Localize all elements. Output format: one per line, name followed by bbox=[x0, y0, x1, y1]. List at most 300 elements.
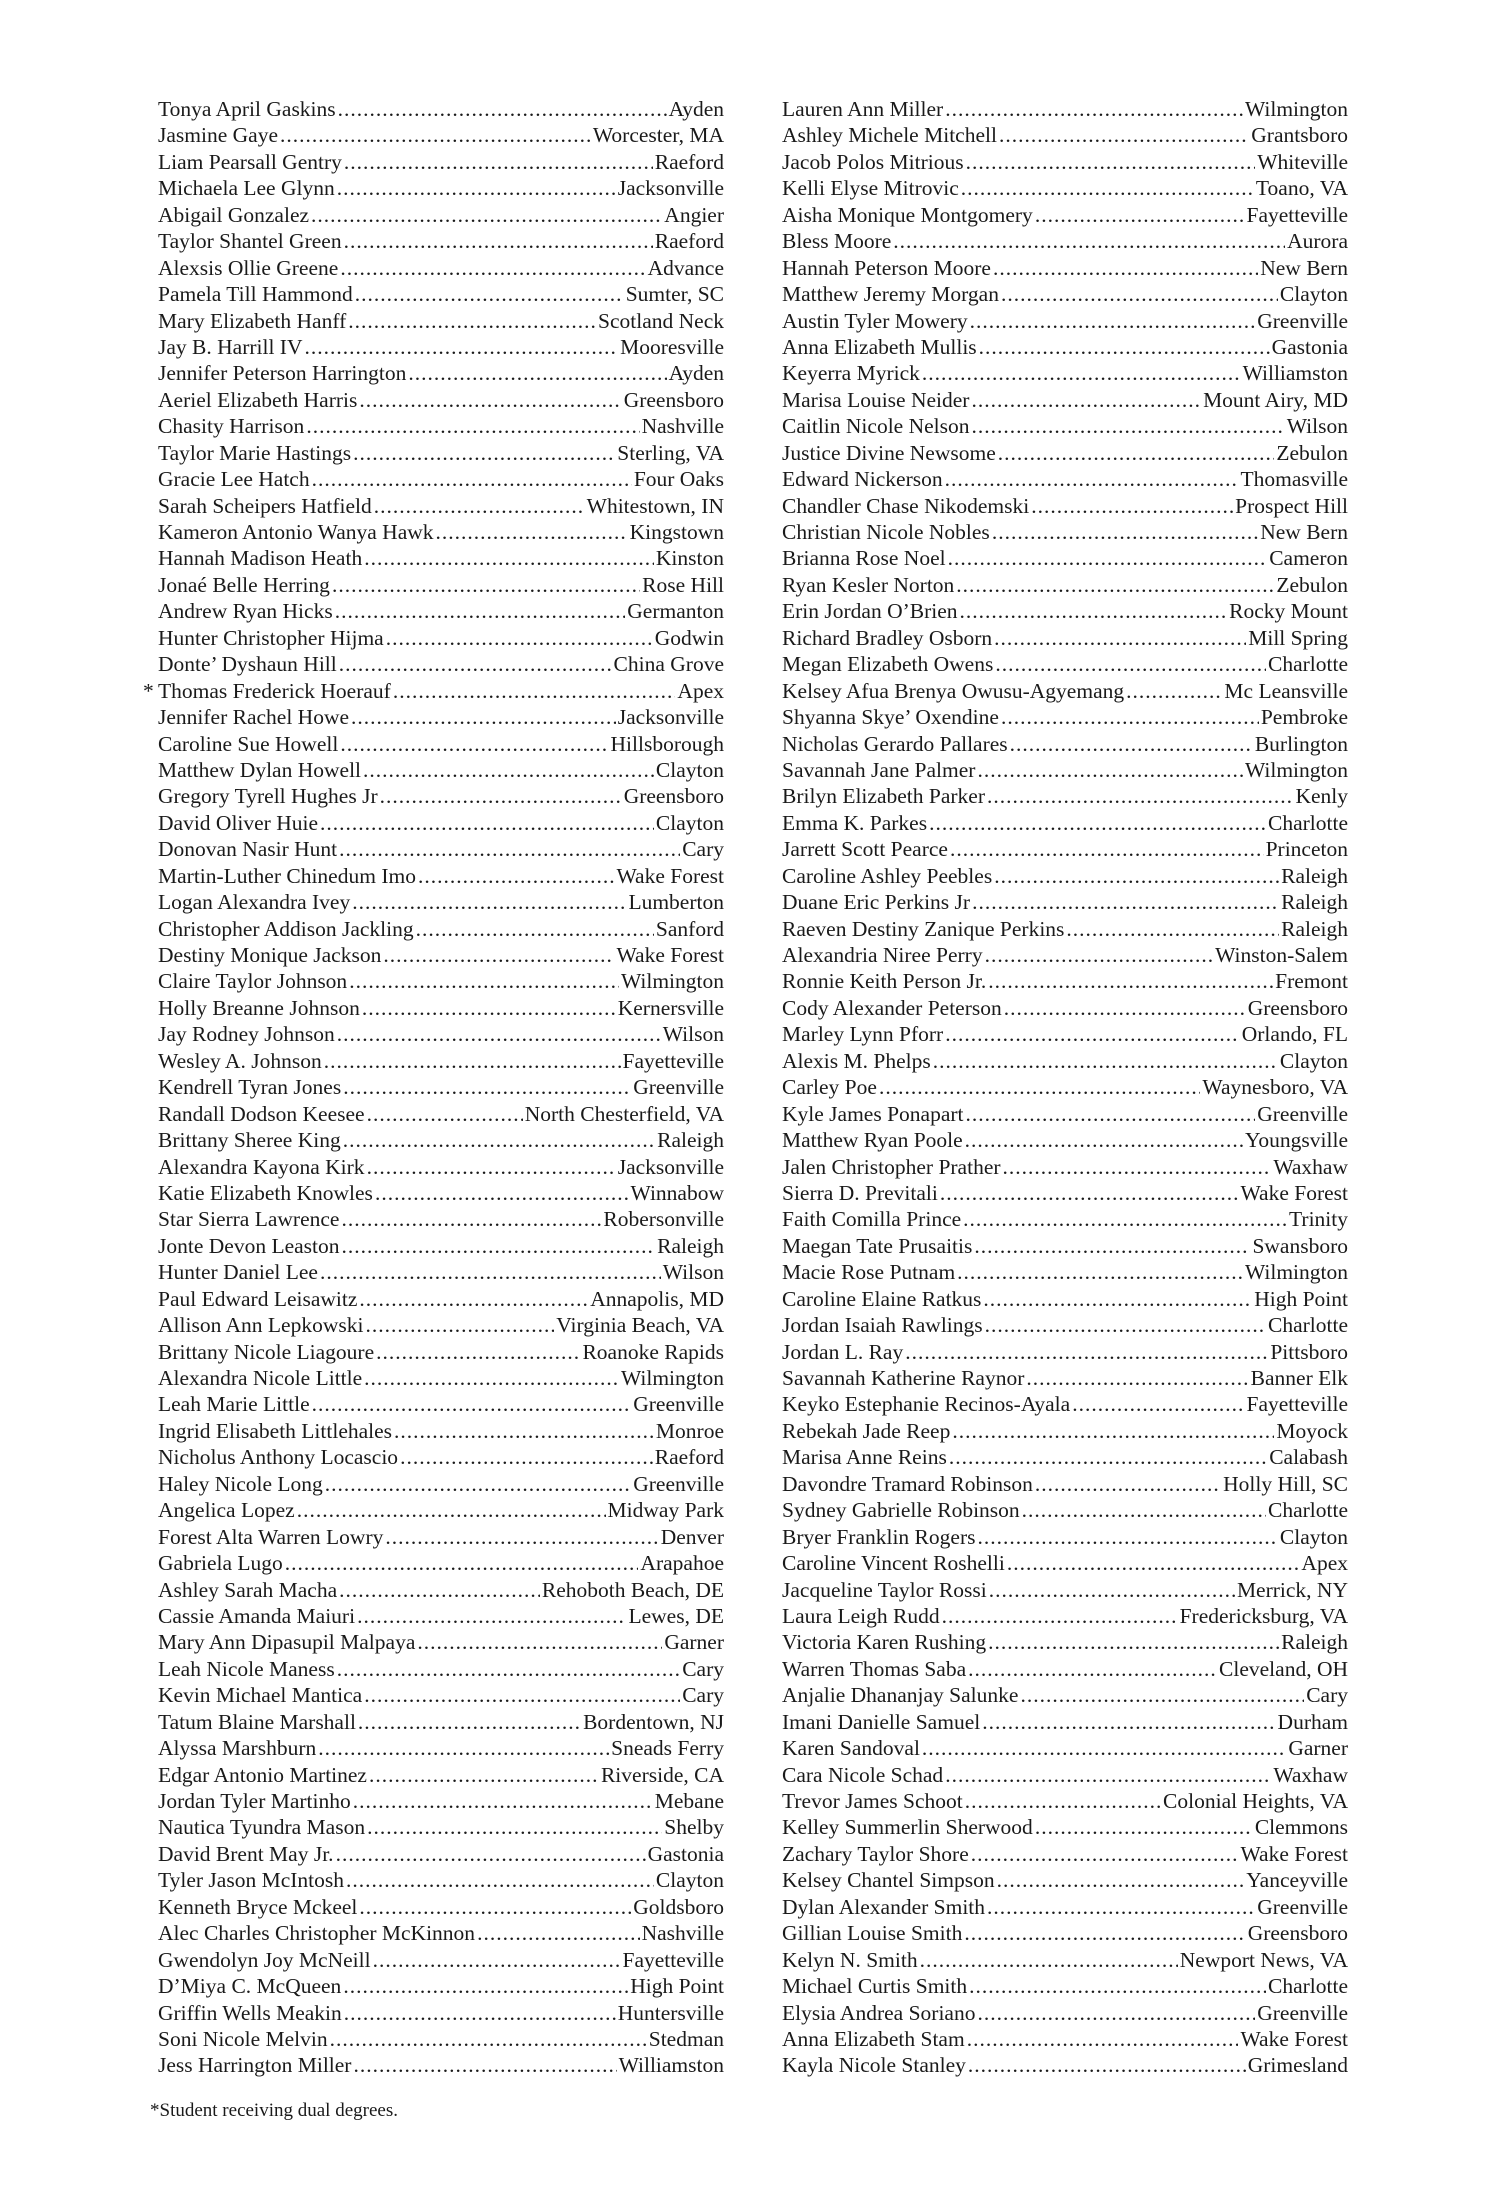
graduate-hometown: Hillsborough bbox=[610, 731, 724, 756]
graduate-name: Richard Bradley Osborn bbox=[782, 625, 993, 650]
graduate-name: Jay B. Harrill IV bbox=[158, 334, 303, 359]
dot-leader bbox=[967, 2026, 1239, 2052]
dot-leader bbox=[922, 360, 1241, 386]
dot-leader bbox=[972, 413, 1285, 439]
graduate-hometown: Cary bbox=[682, 837, 724, 862]
graduate-entry bbox=[158, 1682, 724, 1708]
graduate-entry bbox=[782, 783, 1348, 809]
graduate-hometown: Kenly bbox=[1295, 784, 1348, 809]
dot-leader bbox=[306, 413, 639, 439]
dot-leader bbox=[337, 175, 616, 201]
graduate-name: Bryer Franklin Rogers bbox=[782, 1524, 976, 1549]
graduate-entry bbox=[782, 1418, 1348, 1444]
graduate-name: Keyko Estephanie Recinos-Ayala bbox=[782, 1392, 1071, 1417]
graduate-entry bbox=[782, 1312, 1348, 1338]
graduate-entry bbox=[158, 1947, 724, 1973]
graduate-hometown: Greensboro bbox=[623, 387, 724, 412]
graduate-name: Kevin Michael Mantica bbox=[158, 1683, 363, 1708]
dot-leader bbox=[297, 1497, 606, 1523]
graduate-name: Ronnie Keith Person Jr. bbox=[782, 969, 987, 994]
graduate-name: Edward Nickerson bbox=[782, 467, 943, 492]
graduate-entry bbox=[782, 440, 1348, 466]
graduate-entry bbox=[782, 810, 1348, 836]
footnote: *Student receiving dual degrees. bbox=[150, 2100, 398, 2121]
graduate-hometown: Orlando, FL bbox=[1241, 1022, 1348, 1047]
dot-leader bbox=[343, 1973, 628, 1999]
graduate-hometown: Grantsboro bbox=[1251, 123, 1348, 148]
dot-leader bbox=[349, 968, 619, 994]
graduate-entry bbox=[782, 1603, 1348, 1629]
dot-leader bbox=[977, 2000, 1255, 2026]
dot-leader bbox=[945, 466, 1239, 492]
dot-leader bbox=[280, 122, 591, 148]
graduate-name: Carley Poe bbox=[782, 1075, 877, 1100]
graduate-entry bbox=[782, 1233, 1348, 1259]
graduate-hometown: Rose Hill bbox=[642, 572, 724, 597]
graduate-entry bbox=[782, 1154, 1348, 1180]
graduate-name: Emma K. Parkes bbox=[782, 810, 928, 835]
graduate-name: Jonaé Belle Herring bbox=[158, 572, 330, 597]
dot-leader bbox=[400, 1444, 653, 1470]
graduate-hometown: Wilmington bbox=[620, 1366, 724, 1390]
graduate-hometown: Whitestown, IN bbox=[586, 493, 724, 518]
dot-leader bbox=[933, 1048, 1278, 1074]
graduate-entry bbox=[782, 1550, 1348, 1576]
graduate-name: Claire Taylor Johnson bbox=[158, 969, 348, 994]
graduate-entry bbox=[782, 255, 1348, 281]
dot-leader bbox=[373, 1947, 621, 1973]
graduate-name: Cody Alexander Peterson bbox=[782, 995, 1002, 1020]
graduate-hometown: Fayetteville bbox=[622, 1048, 724, 1073]
dot-leader bbox=[963, 1206, 1287, 1232]
graduate-entry bbox=[158, 863, 724, 889]
graduate-entry bbox=[158, 2026, 724, 2052]
dot-leader bbox=[985, 942, 1214, 968]
graduate-hometown: Garner bbox=[1288, 1736, 1348, 1761]
graduate-name: Leah Nicole Maness bbox=[158, 1656, 335, 1681]
dot-leader bbox=[1001, 281, 1278, 307]
graduate-entry bbox=[158, 122, 724, 148]
graduate-entry bbox=[158, 202, 724, 228]
graduate-entry bbox=[158, 731, 724, 757]
graduate-name: Tonya April Gaskins bbox=[158, 97, 336, 121]
graduate-name: Allison Ann Lepkowski bbox=[158, 1313, 364, 1338]
graduate-hometown: Raleigh bbox=[1281, 916, 1348, 941]
dot-leader bbox=[1126, 678, 1222, 704]
graduate-entry bbox=[158, 572, 724, 598]
dot-leader bbox=[348, 308, 596, 334]
graduate-hometown: Godwin bbox=[654, 625, 724, 650]
graduate-hometown: China Grove bbox=[613, 652, 724, 677]
graduate-entry bbox=[158, 1180, 724, 1206]
graduate-name: Chasity Harrison bbox=[158, 414, 305, 439]
graduate-name: Austin Tyler Mowery bbox=[782, 308, 968, 333]
graduate-entry bbox=[782, 651, 1348, 677]
dot-leader bbox=[325, 1471, 631, 1497]
graduate-entry bbox=[782, 889, 1348, 915]
graduate-name: Brittany Sheree King bbox=[158, 1128, 341, 1153]
dot-leader bbox=[340, 731, 608, 757]
dot-leader bbox=[312, 1391, 632, 1417]
graduate-hometown: Moyock bbox=[1276, 1418, 1348, 1443]
graduate-entry bbox=[158, 1814, 724, 1840]
graduate-hometown: Clayton bbox=[1279, 282, 1348, 307]
graduate-hometown: Greenville bbox=[1257, 1894, 1348, 1919]
graduate-entry bbox=[782, 598, 1348, 624]
graduate-entry bbox=[782, 2026, 1348, 2052]
graduate-entry bbox=[158, 1391, 724, 1417]
graduate-name: Forest Alta Warren Lowry bbox=[158, 1524, 384, 1549]
graduate-hometown: Sneads Ferry bbox=[611, 1736, 724, 1761]
graduate-entry bbox=[158, 757, 724, 783]
graduate-name: Jarrett Scott Pearce bbox=[782, 837, 948, 862]
graduate-entry bbox=[782, 1444, 1348, 1470]
dot-leader bbox=[339, 836, 680, 862]
graduate-entry bbox=[782, 1524, 1348, 1550]
graduate-name: Kenneth Bryce Mckeel bbox=[158, 1894, 358, 1919]
graduate-name: Gregory Tyrell Hughes Jr bbox=[158, 784, 378, 809]
graduate-hometown: Sanford bbox=[655, 916, 724, 941]
graduate-hometown: Cary bbox=[682, 1683, 724, 1708]
graduate-entry bbox=[782, 625, 1348, 651]
dot-leader bbox=[945, 1021, 1239, 1047]
dot-leader bbox=[337, 1021, 661, 1047]
dot-leader bbox=[952, 1418, 1274, 1444]
graduate-entry bbox=[158, 1550, 724, 1576]
graduate-entry bbox=[782, 1286, 1348, 1312]
graduate-name: Christopher Addison Jackling bbox=[158, 916, 414, 941]
graduate-name: Aisha Monique Montgomery bbox=[782, 202, 1033, 227]
graduate-entry bbox=[158, 466, 724, 492]
right-column bbox=[782, 96, 1348, 2079]
graduate-name: Star Sierra Lawrence bbox=[158, 1207, 340, 1232]
graduate-hometown: Wake Forest bbox=[616, 863, 724, 888]
graduate-hometown: Annapolis, MD bbox=[590, 1286, 724, 1311]
dot-leader bbox=[879, 1074, 1200, 1100]
graduate-entry bbox=[158, 1365, 724, 1391]
dot-leader bbox=[905, 1339, 1268, 1365]
graduate-hometown: Mill Spring bbox=[1248, 625, 1348, 650]
graduate-entry bbox=[782, 863, 1348, 889]
graduate-entry bbox=[782, 1471, 1348, 1497]
graduate-entry bbox=[158, 1021, 724, 1047]
dot-leader bbox=[336, 1841, 646, 1867]
graduate-name: Erin Jordan O’Brien bbox=[782, 599, 958, 624]
dot-leader bbox=[1020, 1682, 1304, 1708]
graduate-name: David Oliver Huie bbox=[158, 810, 319, 835]
graduate-hometown: Greenville bbox=[1257, 2000, 1348, 2025]
dot-leader bbox=[966, 149, 1256, 175]
graduate-name: Macie Rose Putnam bbox=[782, 1260, 956, 1285]
graduate-name: Edgar Antonio Martinez bbox=[158, 1762, 367, 1787]
dot-leader bbox=[961, 175, 1254, 201]
graduate-entry bbox=[782, 704, 1348, 730]
graduate-name: Donte’ Dyshaun Hill bbox=[158, 652, 337, 677]
graduate-name: Bless Moore bbox=[782, 229, 892, 254]
dot-leader bbox=[929, 810, 1266, 836]
dot-leader bbox=[359, 387, 621, 413]
dot-leader bbox=[970, 308, 1256, 334]
dot-leader bbox=[346, 1867, 654, 1893]
graduate-name: Kelli Elyse Mitrovic bbox=[782, 176, 959, 201]
graduate-name: Nautica Tyundra Mason bbox=[158, 1815, 366, 1840]
graduate-hometown: Robersonville bbox=[603, 1207, 724, 1232]
graduate-hometown: Arapahoe bbox=[640, 1551, 724, 1576]
dot-leader bbox=[948, 545, 1268, 571]
graduate-entry bbox=[158, 598, 724, 624]
dot-leader bbox=[1026, 1365, 1248, 1391]
graduate-entry bbox=[782, 1867, 1348, 1893]
graduate-entry bbox=[782, 1947, 1348, 1973]
graduate-name: Marisa Anne Reins bbox=[782, 1445, 947, 1470]
graduate-hometown: Angier bbox=[664, 202, 724, 227]
graduate-entry bbox=[158, 1286, 724, 1312]
graduate-entry bbox=[782, 836, 1348, 862]
graduate-entry bbox=[158, 2000, 724, 2026]
graduate-name: Caroline Elaine Ratkus bbox=[782, 1286, 982, 1311]
graduate-entry bbox=[158, 1048, 724, 1074]
dot-leader bbox=[369, 1762, 599, 1788]
graduate-hometown: Holly Hill, SC bbox=[1223, 1471, 1348, 1496]
graduate-hometown: Wake Forest bbox=[1240, 2026, 1348, 2051]
graduate-hometown: Raeford bbox=[654, 149, 724, 174]
graduate-name: Michael Curtis Smith bbox=[782, 1974, 968, 1999]
graduate-name: Davondre Tramard Robinson bbox=[782, 1471, 1033, 1496]
dot-leader bbox=[997, 1867, 1245, 1893]
graduate-entry bbox=[782, 387, 1348, 413]
graduate-entry bbox=[782, 1127, 1348, 1153]
dot-leader bbox=[979, 334, 1270, 360]
graduate-name: Justice Divine Newsome bbox=[782, 440, 996, 465]
dot-leader bbox=[343, 1127, 655, 1153]
graduate-entry bbox=[782, 1814, 1348, 1840]
dot-leader bbox=[977, 1524, 1277, 1550]
graduate-name: Caroline Ashley Peebles bbox=[782, 863, 993, 888]
dot-leader bbox=[359, 1286, 588, 1312]
dot-leader bbox=[353, 440, 615, 466]
dot-leader bbox=[375, 1180, 629, 1206]
graduate-entry bbox=[782, 360, 1348, 386]
graduate-entry bbox=[782, 1577, 1348, 1603]
dot-leader bbox=[367, 1101, 523, 1127]
dual-degree-mark: * bbox=[143, 678, 154, 703]
graduate-entry bbox=[782, 1841, 1348, 1867]
graduate-name: Ashley Sarah Macha bbox=[158, 1577, 338, 1602]
graduate-hometown: High Point bbox=[630, 1974, 724, 1999]
graduate-name: Kelley Summerlin Sherwood bbox=[782, 1815, 1033, 1840]
graduate-entry bbox=[158, 519, 724, 545]
graduate-name: Kelsey Chantel Simpson bbox=[782, 1868, 995, 1893]
graduate-entry bbox=[782, 493, 1348, 519]
dot-leader bbox=[343, 1074, 631, 1100]
dot-leader bbox=[417, 1629, 662, 1655]
graduate-name: Jacob Polos Mitrious bbox=[782, 149, 964, 174]
dot-leader bbox=[995, 651, 1266, 677]
graduate-hometown: Burlington bbox=[1254, 731, 1348, 756]
graduate-hometown: Kinston bbox=[655, 546, 724, 571]
graduate-name: Jonte Devon Leaston bbox=[158, 1233, 340, 1258]
graduate-name: Tatum Blaine Marshall bbox=[158, 1709, 356, 1734]
graduate-hometown: North Chesterfield, VA bbox=[524, 1101, 724, 1126]
graduate-hometown: Fayetteville bbox=[1246, 1392, 1348, 1417]
graduate-entry bbox=[782, 1074, 1348, 1100]
graduate-name: Maegan Tate Prusaitis bbox=[782, 1233, 973, 1258]
graduate-name: Trevor James Schoot bbox=[782, 1789, 963, 1813]
dot-leader bbox=[339, 1577, 540, 1603]
graduate-hometown: Greensboro bbox=[1247, 1921, 1348, 1946]
graduate-entry bbox=[143, 678, 724, 704]
graduate-entry bbox=[782, 1259, 1348, 1285]
graduate-hometown: Advance bbox=[647, 255, 724, 280]
graduate-name: Kyle James Ponapart bbox=[782, 1101, 964, 1126]
graduate-hometown: New Bern bbox=[1260, 255, 1348, 280]
graduate-name: Martin-Luther Chinedum Imo bbox=[158, 863, 416, 888]
graduate-name: Haley Nicole Long bbox=[158, 1471, 323, 1496]
graduate-hometown: Cameron bbox=[1269, 546, 1348, 571]
graduate-hometown: Apex bbox=[677, 678, 724, 703]
dot-leader bbox=[380, 783, 622, 809]
graduate-name: Hannah Peterson Moore bbox=[782, 255, 991, 280]
graduate-name: Hunter Christopher Hijma bbox=[158, 625, 384, 650]
dot-leader bbox=[998, 440, 1275, 466]
graduate-hometown: Clayton bbox=[655, 1868, 724, 1893]
graduate-entry bbox=[158, 836, 724, 862]
dot-leader bbox=[363, 757, 654, 783]
dot-leader bbox=[344, 2000, 616, 2026]
graduate-name: Griffin Wells Meakin bbox=[158, 2000, 342, 2025]
dot-leader bbox=[957, 1259, 1243, 1285]
graduate-hometown: Roanoke Rapids bbox=[582, 1339, 724, 1364]
dot-leader bbox=[1004, 995, 1246, 1021]
graduate-entry bbox=[782, 1709, 1348, 1735]
graduate-entry bbox=[782, 1048, 1348, 1074]
dot-leader bbox=[942, 1603, 1178, 1629]
graduate-hometown: Pembroke bbox=[1260, 705, 1348, 730]
graduate-entry bbox=[158, 308, 724, 334]
dot-leader bbox=[342, 1233, 656, 1259]
dot-leader bbox=[353, 1788, 653, 1814]
dot-leader bbox=[365, 1312, 554, 1338]
dot-leader bbox=[416, 916, 654, 942]
dot-leader bbox=[1031, 493, 1233, 519]
graduate-hometown: Raeford bbox=[654, 1445, 724, 1470]
dot-leader bbox=[367, 1154, 616, 1180]
dot-leader bbox=[394, 1418, 654, 1444]
graduate-entry bbox=[158, 493, 724, 519]
graduate-name: Ryan Kesler Norton bbox=[782, 572, 955, 597]
graduate-entry bbox=[782, 466, 1348, 492]
graduate-entry bbox=[158, 1629, 724, 1655]
dot-leader bbox=[383, 942, 614, 968]
graduate-hometown: Greenville bbox=[1257, 1101, 1348, 1126]
dot-leader bbox=[352, 889, 626, 915]
graduate-hometown: Swansboro bbox=[1252, 1233, 1348, 1258]
graduate-hometown: Wake Forest bbox=[1240, 1180, 1348, 1205]
dot-leader bbox=[285, 1550, 639, 1576]
graduate-name: Jalen Christopher Prather bbox=[782, 1154, 1001, 1179]
graduate-entry bbox=[782, 1735, 1348, 1761]
graduate-entry bbox=[158, 1233, 724, 1259]
graduate-hometown: Waynesboro, VA bbox=[1202, 1075, 1348, 1100]
graduate-entry bbox=[158, 228, 724, 254]
graduate-name: Kendrell Tyran Jones bbox=[158, 1075, 342, 1100]
dot-leader bbox=[985, 1312, 1266, 1338]
graduate-name: Kameron Antonio Wanya Hawk bbox=[158, 520, 434, 544]
graduate-hometown: Charlotte bbox=[1267, 1974, 1348, 1999]
graduate-hometown: Jacksonville bbox=[617, 176, 724, 201]
graduate-hometown: Nashville bbox=[641, 414, 724, 439]
dot-leader bbox=[364, 1682, 680, 1708]
dot-leader bbox=[1066, 916, 1279, 942]
graduate-hometown: Mebane bbox=[654, 1789, 724, 1813]
graduate-name: Nicholus Anthony Locascio bbox=[158, 1445, 399, 1470]
graduate-name: Brittany Nicole Liagoure bbox=[158, 1339, 375, 1364]
graduate-name: Kelyn N. Smith bbox=[782, 1947, 918, 1972]
dot-leader bbox=[969, 1973, 1266, 1999]
dot-leader bbox=[418, 863, 615, 889]
graduate-entry bbox=[158, 625, 724, 651]
graduate-hometown: Raeford bbox=[654, 229, 724, 254]
graduate-entry bbox=[158, 1418, 724, 1444]
dot-leader bbox=[340, 255, 645, 281]
graduate-hometown: Rehoboth Beach, DE bbox=[541, 1577, 724, 1602]
graduate-entry bbox=[158, 889, 724, 915]
graduate-hometown: Greensboro bbox=[1247, 995, 1348, 1020]
graduate-hometown: Whiteville bbox=[1257, 149, 1348, 174]
graduate-name: Mary Elizabeth Hanff bbox=[158, 308, 347, 333]
dot-leader bbox=[337, 1656, 680, 1682]
graduate-hometown: Greenville bbox=[633, 1471, 724, 1496]
graduate-name: Karen Sandoval bbox=[782, 1736, 920, 1761]
dot-leader bbox=[408, 360, 666, 386]
dot-leader bbox=[950, 836, 1264, 862]
graduate-hometown: Youngsville bbox=[1245, 1128, 1348, 1153]
dot-leader bbox=[987, 783, 1293, 809]
dot-leader bbox=[1001, 704, 1259, 730]
dot-leader bbox=[968, 1656, 1217, 1682]
graduate-hometown: Huntersville bbox=[617, 2000, 724, 2025]
graduate-name: Ingrid Elisabeth Littlehales bbox=[158, 1418, 393, 1443]
dot-leader bbox=[353, 2052, 616, 2078]
graduate-name: Duane Eric Perkins Jr bbox=[782, 890, 971, 915]
graduate-name: Marisa Louise Neider bbox=[782, 387, 970, 412]
graduate-hometown: Trinity bbox=[1289, 1207, 1348, 1232]
graduate-hometown: Stedman bbox=[648, 2026, 724, 2051]
graduate-entry bbox=[782, 1391, 1348, 1417]
dot-leader bbox=[977, 757, 1243, 783]
graduate-entry bbox=[782, 572, 1348, 598]
dot-leader bbox=[983, 1286, 1252, 1312]
dot-leader bbox=[989, 1577, 1235, 1603]
graduate-hometown: Greenville bbox=[1257, 308, 1348, 333]
dot-leader bbox=[1035, 202, 1245, 228]
graduate-hometown: Scotland Neck bbox=[598, 308, 724, 333]
dot-leader bbox=[344, 228, 653, 254]
graduate-name: Anna Elizabeth Stam bbox=[782, 2026, 965, 2051]
graduate-hometown: Sumter, SC bbox=[625, 282, 724, 307]
dot-leader bbox=[320, 1259, 661, 1285]
graduate-name: Warren Thomas Saba bbox=[782, 1656, 967, 1681]
graduate-hometown: Charlotte bbox=[1267, 652, 1348, 677]
dot-leader bbox=[922, 1735, 1286, 1761]
graduate-hometown: Lumberton bbox=[628, 890, 724, 915]
graduate-entry bbox=[782, 1021, 1348, 1047]
graduate-hometown: Winston-Salem bbox=[1215, 943, 1348, 967]
graduate-name: Matthew Jeremy Morgan bbox=[782, 282, 999, 307]
graduate-hometown: Denver bbox=[660, 1524, 724, 1549]
graduate-hometown: Winnabow bbox=[630, 1180, 724, 1205]
graduate-hometown: Apex bbox=[1301, 1551, 1348, 1576]
